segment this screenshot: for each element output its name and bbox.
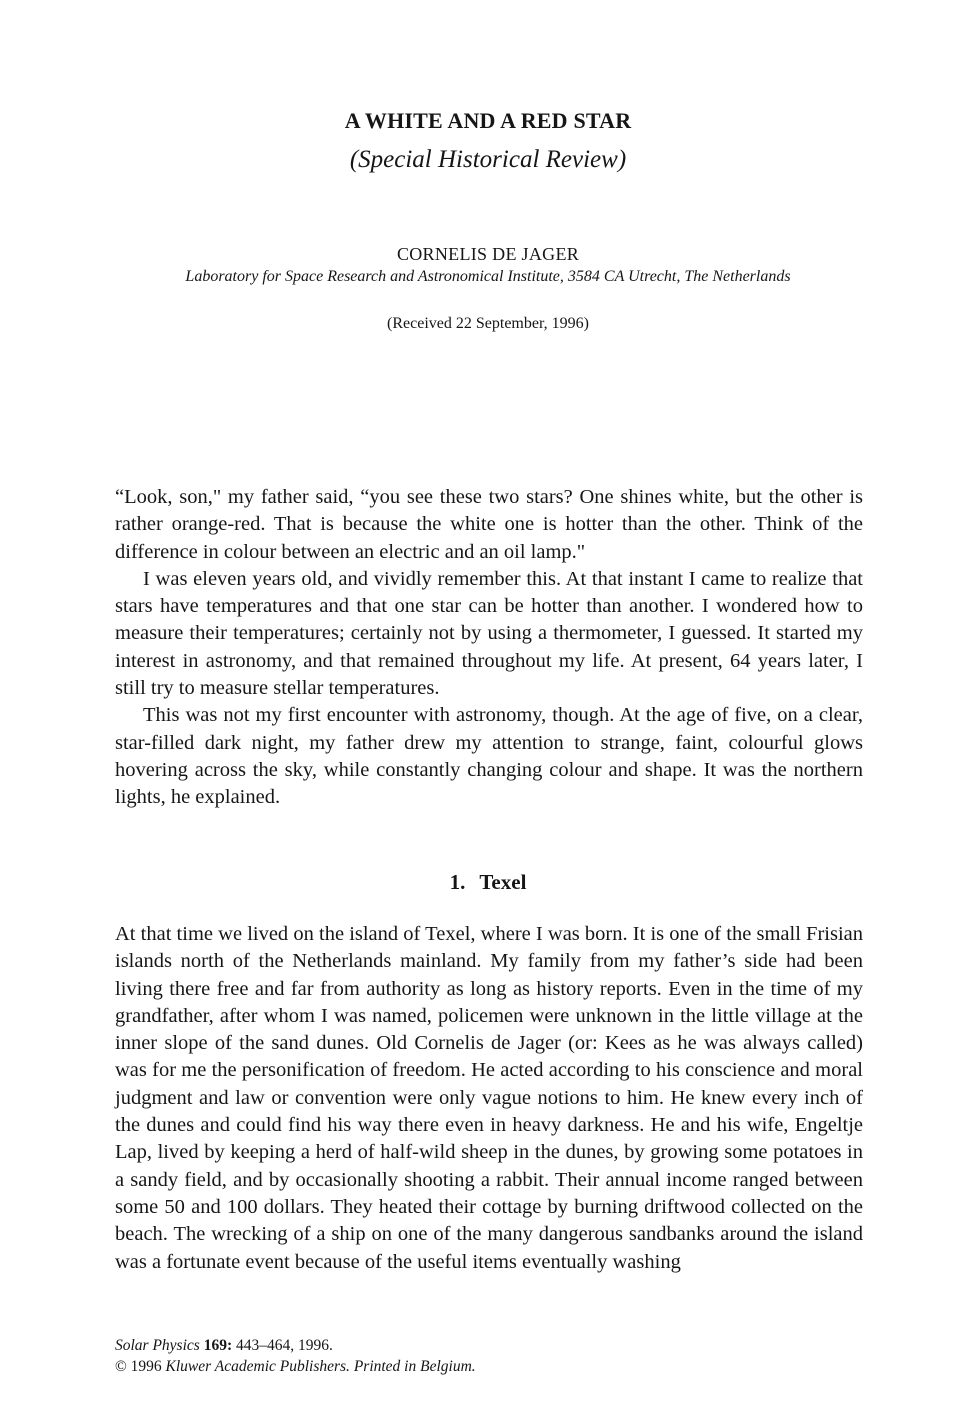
intro-paragraph: This was not my first encounter with astronomy, though. At the age of five, on a clear, star-filled dark night, my father drew my attention to strange, faint, colourful glows hovering across the sky, while constantly changing colour and shape. It was the northern lights, he explained. <box>115 704 863 809</box>
author-name: CORNELIS DE JAGER <box>396 244 580 264</box>
publication-footer <box>115 1335 476 1377</box>
author-affiliation: Laboratory for Space Research and Astronomical Institute, 3584 CA Utrecht, The Netherlands <box>185 268 791 285</box>
copyright-notice: © 1996 <box>115 1358 162 1375</box>
section-heading <box>0 870 976 895</box>
article-subtitle: (Special Historical Review) <box>349 146 627 173</box>
copyright-line <box>115 1356 476 1377</box>
citation-line <box>115 1335 476 1356</box>
section-title: Texel <box>479 870 527 894</box>
intro-paragraph: “Look, son," my father said, “you see these two stars? One shines white, but the other is rather orange-red. That is because the white one is hotter than the other. Think of the difference in colour between an electric and an oil lamp." <box>115 486 863 563</box>
section-text <box>115 921 863 1276</box>
printed-location: Printed in Belgium. <box>353 1358 476 1375</box>
journal-name: Solar Physics <box>115 1337 200 1354</box>
publisher-name: Kluwer Academic Publishers. <box>165 1358 350 1375</box>
section-number: 1. <box>449 870 466 894</box>
article-title: A WHITE AND A RED STAR <box>344 108 632 133</box>
journal-pages-year: 443–464, 1996. <box>235 1337 333 1354</box>
section-paragraph: At that time we lived on the island of Texel, where I was born. It is one of the small Frisian islands north of the Netherlands mainland. My family from my father’s side had been living there free and far from authority as long as history reports. Even in the time of my grandfather, after whom I was named, policemen were unknown in the little village at the inner slope of the sand dunes. Old Cornelis de Jager (or: Kees as he was always called) was for me the personification of freedom. He acted according to his conscience and moral judgment and law or convention were only vague notions to him. He knew every inch of the dunes and could find his way there even in heavy darkness. He and his wife, Engeltje Lap, lived by keeping a herd of half-wild sheep in the dunes, by growing some potatoes in a sandy field, and by occasionally shooting a rabbit. Their annual income ranged between some 50 and 100 dollars. They heated their cottage by burning driftwood collected on the beach. The wrecking of a ship on one of the many dangerous sandbanks around the island was a fortunate event because of the useful items eventually washing <box>115 923 863 1273</box>
received-date: (Received 22 September, 1996) <box>387 315 589 332</box>
intro-paragraph: I was eleven years old, and vividly remember this. At that instant I came to realize that stars have temperatures and that one star can be hotter than another. I wondered how to measure their temperatures; certainly not by using a thermometer, I guessed. It started my interest in astronomy, and that remained throughout my life. At present, 64 years later, I still try to measure stellar temperatures. <box>115 567 863 700</box>
journal-volume: 169: <box>203 1337 233 1354</box>
intro-text <box>115 484 863 812</box>
